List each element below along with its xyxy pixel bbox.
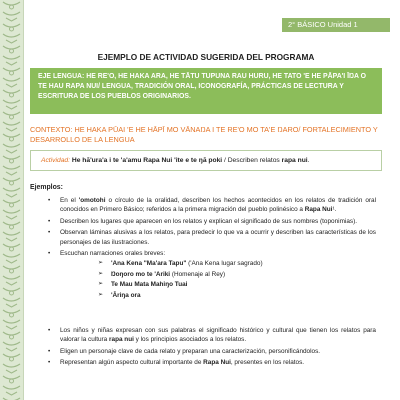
list-item: • Observan láminas alusivas a los relatos, para predecir lo que va a ocurrir y describen las características de los personajes de las ilustraciones. xyxy=(46,228,376,247)
sub-list-item: ➢ Te Mau Mata Mahiŋo Tuai xyxy=(98,280,376,289)
grade-unit-badge: 2° BÁSICO Unidad 1 xyxy=(282,18,390,32)
contexto-heading: CONTEXTO: HE HAKA PŪAI 'E HE HĀPĪ MO VĀNAŊA I TE RE'O MO TA'E ŊARO/ FORTALECIMIENTO Y DESARROLLO DE LA LENGUA xyxy=(30,125,378,144)
sub-list-item: ➢ Ŋoŋoro mo te 'Ariki (Homenaje al Rey) xyxy=(98,270,376,279)
activity-title-rapanui: He hā'ura'a i te 'a'amu Rapa Nui 'ite e te ŋā poki xyxy=(71,157,223,164)
sub-list-item: ➢ 'Āriŋa ora xyxy=(98,291,376,300)
ejemplos-heading: Ejemplos: xyxy=(30,184,63,191)
narrations-sublist xyxy=(98,259,376,300)
examples-list-lower xyxy=(46,326,376,370)
sub-list-item: ➢ 'Ana Kena "Ma'ara Tapu" ('Ana Kena lugar sagrado) xyxy=(98,259,376,268)
activity-label: Actividad: xyxy=(41,157,70,164)
pattern-icon xyxy=(0,0,23,400)
activity-bold-end: rapa nui xyxy=(281,157,308,164)
eje-box: EJE LENGUA: HE RE'O, HE HAKA ARA, HE TĀTU TUPUNA RAU HURU, HE TATO 'E HE PĀPA'I ĪŊA O TE HAU RAPA NUI/ LENGUA, TRADICIÓN ORAL, ICONOGRAFÍA, PRÁCTICAS DE LECTURA Y ESCRITURA DE LOS PUEBLOS ORIGINARIOS. xyxy=(30,68,382,114)
list-item: • En el 'omotohi o círculo de la oralidad, describen los hechos acontecidos en los relatos de tradición oral conocidos en Primero Básico; referidos a la primera migración del pueblo polinésico a Rapa Nui¹. xyxy=(46,196,376,215)
list-item: • Eligen un personaje clave de cada relato y preparan una caracterización, personificándolos. xyxy=(46,347,376,356)
list-item: • Escuchan narraciones orales breves: ➢ 'Ana Kena "Ma'ara Tapu" ('Ana Kena lugar sagrado) ➢ Ŋoŋoro mo te 'Ariki (Homenaje al Rey) ➢ Te Mau Mata Mahiŋo Tuai ➢ 'Āriŋa ora xyxy=(46,249,376,300)
list-item: • Describen los lugares que aparecen en los relatos y explican el significado de sus nombres (toponimias). xyxy=(46,217,376,226)
list-item: • Representan algún aspecto cultural importante de Rapa Nui, presentes en los relatos. xyxy=(46,358,376,367)
activity-separator: / Describen relatos xyxy=(222,157,282,164)
activity-end: . xyxy=(307,157,310,164)
examples-list xyxy=(46,196,376,302)
page-title: EJEMPLO DE ACTIVIDAD SUGERIDA DEL PROGRAMA xyxy=(97,52,315,62)
decorative-border xyxy=(0,0,24,400)
activity-box xyxy=(30,150,382,171)
list-item: • Los niños y niñas expresan con sus palabras el significado histórico y cultural que tienen los relatos para valorar la cultura rapa nui y los principios asociados a los relatos. xyxy=(46,326,376,345)
